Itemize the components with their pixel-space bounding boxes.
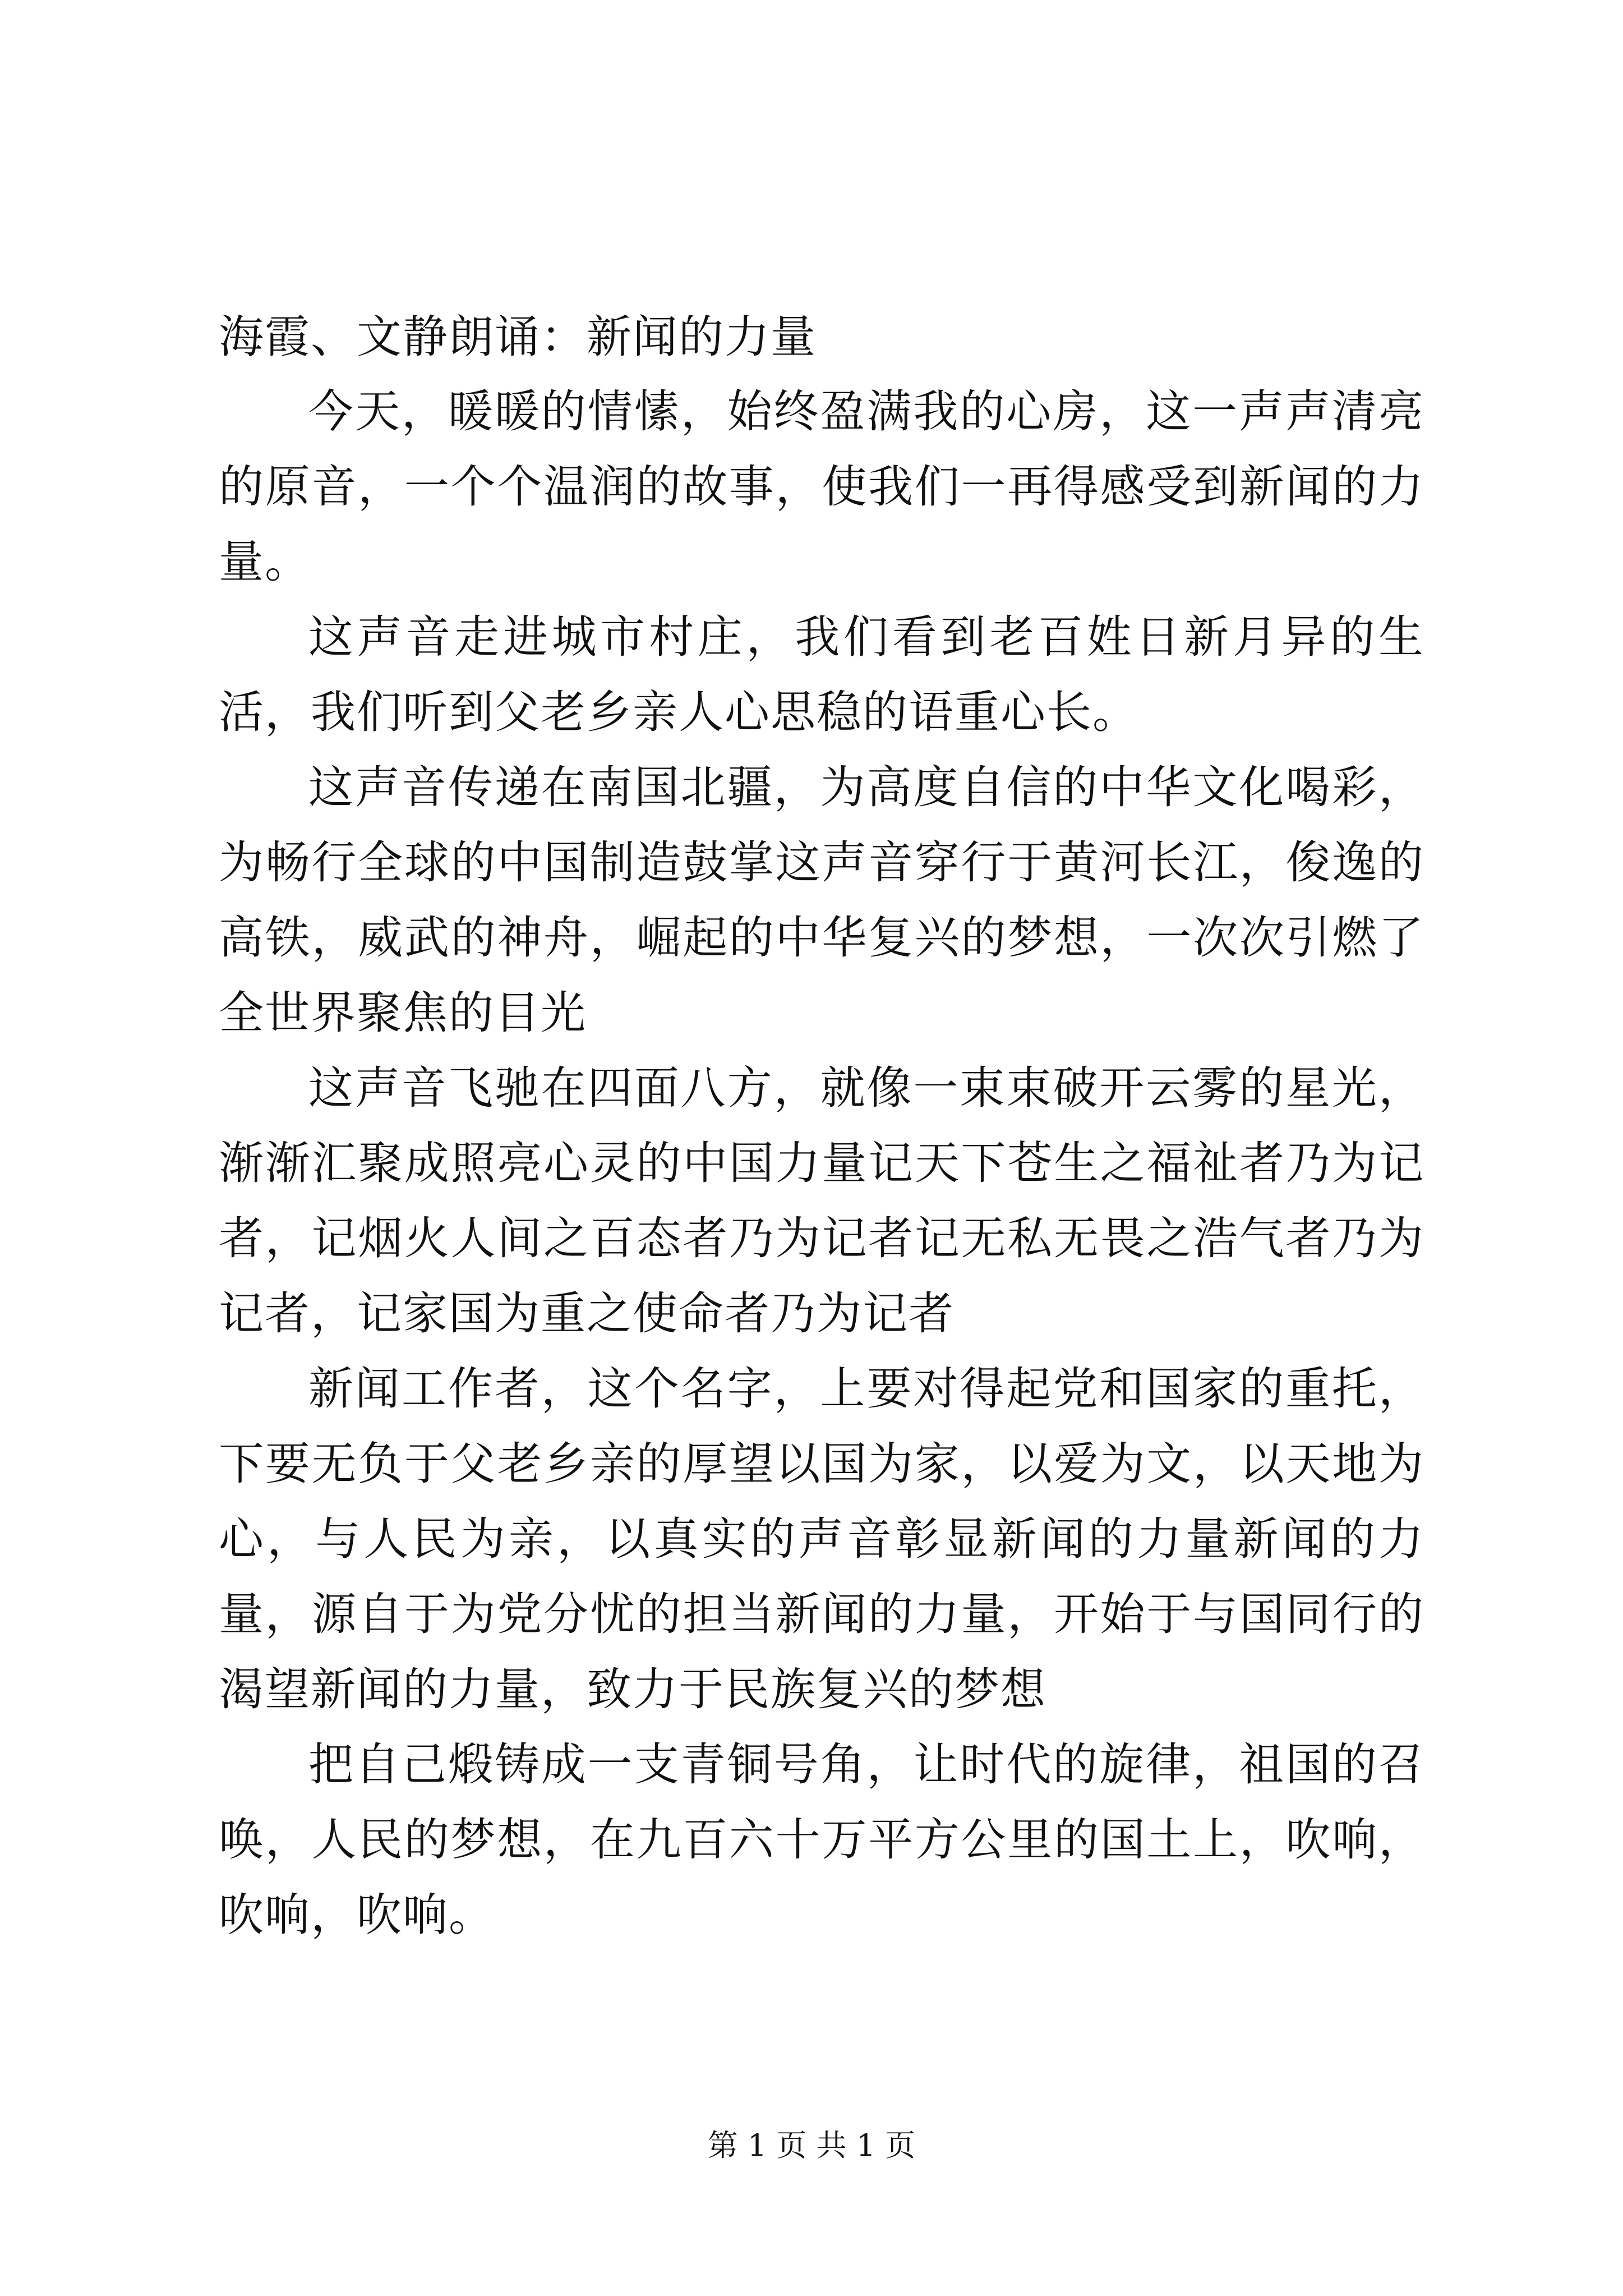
paragraph-1: 今天，暖暖的情愫，始终盈满我的心房，这一声声清亮的原音，一个个温润的故事，使我们一再得感受到新闻的力量。 xyxy=(219,385,1424,588)
page-number-footer: 第 1 页 共 1 页 xyxy=(707,2128,916,2163)
document-body xyxy=(219,300,1424,1953)
paragraph-3: 这声音传递在南国北疆，为高度自信的中华文化喝彩，为畅行全球的中国制造鼓掌这声音穿行于黄河长江，俊逸的高铁，威武的神舟，崛起的中华复兴的梦想，一次次引燃了全世界聚焦的目光 xyxy=(219,761,1424,1039)
paragraph-5: 新闻工作者，这个名字，上要对得起党和国家的重托，下要无负于父老乡亲的厚望以国为家，以爱为文，以天地为心，与人民为亲，以真实的声音彰显新闻的力量新闻的力量，源自于为党分忧的担当新闻的力量，开始于与国同行的渴望新闻的力量，致力于民族复兴的梦想 xyxy=(219,1363,1424,1715)
paragraph-2: 这声音走进城市村庄，我们看到老百姓日新月异的生活，我们听到父老乡亲人心思稳的语重心长。 xyxy=(219,611,1424,738)
paragraph-6: 把自己煅铸成一支青铜号角，让时代的旋律，祖国的召唤，人民的梦想，在九百六十万平方公里的国土上，吹响，吹响，吹响。 xyxy=(219,1738,1424,1941)
paragraph-4: 这声音飞驰在四面八方，就像一束束破开云雾的星光，渐渐汇聚成照亮心灵的中国力量记天下苍生之福祉者乃为记者，记烟火人间之百态者乃为记者记无私无畏之浩气者乃为记者，记家国为重之使命者乃为记者 xyxy=(219,1062,1424,1340)
document-title: 海霞、文静朗诵：新闻的力量 xyxy=(219,311,817,363)
